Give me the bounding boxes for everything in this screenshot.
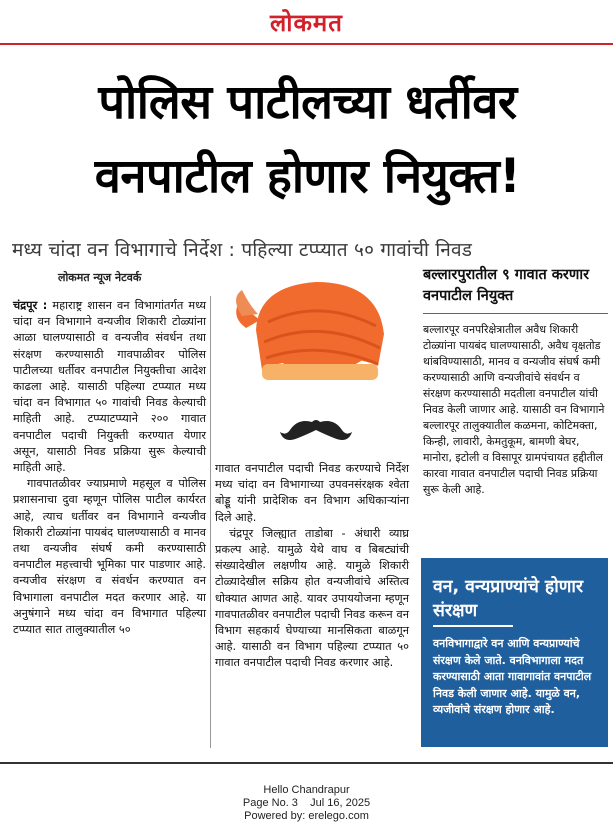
article-paragraph: चंद्रपूर जिल्ह्यात ताडोबा - अंधारी व्याघ्र प्रकल्प आहे. यामुळे येथे वाघ व बिबट्यांची संख्यादेखील लक्षणीय आहे. यामुळे शिकारी टोळ्यादेखील सक्रिय होत वन्यजीवांचे अस्तित्व धोक्यात आणत आहे. यावर उपाययोजना म्हणून गावपातळीवर वनपाटील पदाची निवड करून वन विभाग सहकार्य घेण्याच्या मानसिकता बाळगून आहे. यासाठी वन विभाग पहिल्या टप्प्यात ५० गावात वनपाटील पदाची निवड करणार आहे.	[215, 526, 409, 670]
article-column-1	[13, 298, 206, 638]
page-bottom-rule	[0, 762, 613, 764]
footer-powered-by: Powered by: erelego.com	[244, 810, 369, 822]
headline-line-2: वनपाटील होणार नियुक्त!	[94, 149, 521, 204]
subheadline: मध्य चांदा वन विभागाचे निर्देश : पहिल्या टप्प्यात ५० गावांची निवड	[12, 239, 473, 261]
turban-mustache-icon	[228, 268, 404, 448]
article-column-2	[215, 461, 409, 672]
footer-source: Hello Chandrapur	[263, 784, 350, 796]
infobox-rule	[433, 625, 513, 627]
newspaper-logo: लोकमत	[270, 8, 343, 37]
byline: लोकमत न्यूज नेटवर्क	[58, 271, 142, 284]
sidebar-rule	[423, 313, 608, 314]
article-paragraph	[13, 298, 206, 476]
article-paragraph: गावात वनपाटील पदाची निवड करण्याचे निर्देश मध्य चांदा वन विभागाच्या उपवनसंरक्षक श्वेता बोड्डू यांनी प्रादेशिक वन विभाग अधिकाऱ्यांना दिले आहे.	[215, 462, 409, 524]
masthead-rule	[0, 43, 613, 45]
sidebar-heading: बल्लारपुरातील ९ गावात करणार वनपाटील नियुक्त	[423, 267, 590, 304]
headline-line-1: पोलिस पाटीलच्या धर्तीवर	[98, 75, 517, 130]
article-text: महाराष्ट्र शासन वन विभागांतर्गत मध्य चांदा वन विभागाने वन्यजीव शिकारी टोळ्यांना आळा घालण्यासाठी व वन्यजीव संवर्धन तथा संरक्षण करण्यासाठी गावपाळीवर पोलिस पाटीलच्या धर्तीवर वनपाटील नियुक्तीचा आदेश काढला आहे. यासाठी पहिल्या टप्प्यात मध्य चांदा वन विभागात ५० गावांची निवड केल्याची माहिती आहे. टप्प्याटप्प्याने २०० गावात वनपाटील पदाची नियुक्ती करण्यात येणार असून, यासाठी निवड प्रक्रिया सुरू केल्याची माहिती आहे.	[13, 299, 206, 475]
article-paragraph: गावपातळीवर ज्याप्रमाणे महसूल व पोलिस प्रशासनाचा दुवा म्हणून पोलिस पाटील कार्यरत आहे, त्याच धर्तीवर वन विभागाने वन्यजीव शिकारी टोळ्यांना पायबंद घालण्यासाठी व मानव तथा वन्यजीव संघर्ष कमी करण्यासाठी वनपाटील महत्त्वाची भूमिका पार पाडणार आहे. वन्यजीव संरक्षण व संवर्धन करण्यात वन विभागाला वनपाटील मदत करणार आहे. या अनुषंगाने मध्य चांदा वन विभागात पहिल्या टप्प्यात सात तालुक्यातील ५०	[13, 477, 206, 637]
sidebar-body: बल्लारपूर वनपरिक्षेत्रातील अवैध शिकारी टोळ्यांना पायबंद घालण्यासाठी, अवैध वृक्षतोड थांबविण्यासाठी, मानव व वन्यजीव संघर्ष कमी करण्यासाठी आणि वन्यजीवांचे संवर्धन व संरक्षण करण्यासाठी मदतीला वनपाटील यांची निवड केली जाणार आहे. यासाठी वन विभागाने बल्लारपूर तालुक्यातील कळमना, कोटिमक्ता, किन्ही, लावारी, केमतुकूम, बामणी बेघर, मानोरा, इटोली व विसापूर ग्रामपंचायत हद्दीतील कारवा गावात वनपाटील पदाची निवड प्रक्रिया सुरू केली आहे.	[423, 323, 605, 496]
column-divider	[210, 296, 211, 748]
masthead	[0, 0, 613, 46]
page-footer	[0, 784, 613, 823]
dateline: चंद्रपूर :	[13, 299, 48, 312]
footer-page-date: Page No. 3 Jul 16, 2025	[242, 797, 371, 809]
turban-shape	[236, 282, 384, 380]
infobox-title: वन, वन्यप्राण्यांचे होणार संरक्षण	[433, 577, 584, 621]
mustache-shape	[280, 420, 352, 440]
infobox-body: वनविभागाद्वारे वन आणि वन्यप्राण्यांचे संरक्षण केले जाते. वनविभागाला मदत करण्यासाठी आता गावागावांत वनपाटील निवड केली जाणार आहे. यामुळे वन, व्यजीवांचे संरक्षण होणार आहे.	[433, 637, 592, 716]
